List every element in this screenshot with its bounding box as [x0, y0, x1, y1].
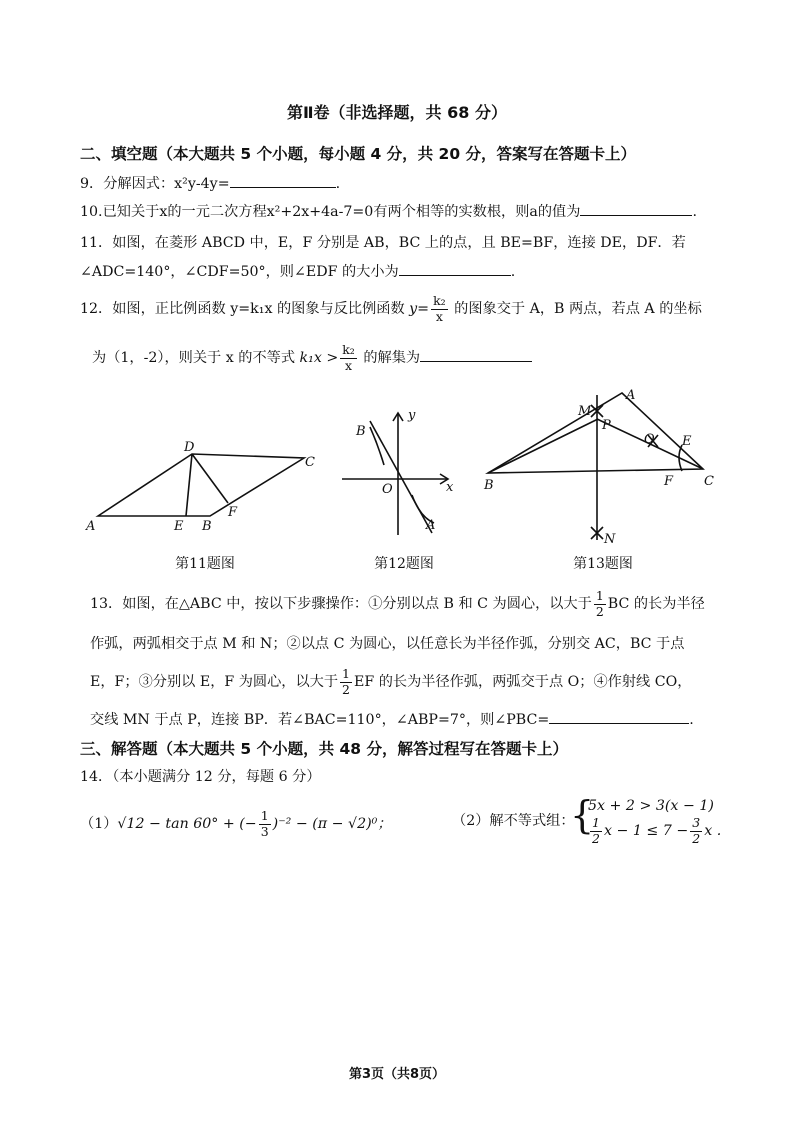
- fraction-three-halves: $\frac{3}{2}$: [692, 815, 701, 846]
- inequality-lhs: k₁x >: [299, 350, 339, 366]
- label-E: E: [682, 434, 692, 449]
- question-13-line3: [90, 668, 691, 696]
- fraction-k2-over-x: $\frac{\text{k₂}}{x}$: [433, 293, 446, 324]
- label-B: B: [484, 478, 494, 493]
- answer-blank: [420, 349, 532, 362]
- label-E: E: [174, 519, 184, 534]
- part-1-label: （1）: [80, 816, 118, 832]
- label-M: M: [578, 404, 592, 419]
- system-inequality-2: [588, 817, 721, 845]
- label-C: C: [305, 455, 315, 470]
- question-13-text-e: 交线 MN 于点 P，连接 BP．若∠BAC=110°，∠ABP=7°，则∠PBC=: [90, 712, 550, 728]
- question-12-text-c: 为（1，-2），则关于 x 的不等式: [92, 350, 296, 366]
- question-11-line2: [80, 261, 515, 281]
- answer-blank: [399, 263, 511, 276]
- fraction-one-half: $\frac{1}{2}$: [342, 666, 350, 697]
- label-A: A: [626, 388, 636, 403]
- label-F: F: [228, 505, 238, 520]
- question-13-line4: [90, 709, 694, 729]
- label-N: N: [604, 532, 616, 547]
- label-A: A: [426, 518, 436, 533]
- system-inequality-1: 5x + 2 > 3(x − 1): [588, 798, 714, 814]
- section-heading-fill-in: 二、填空题（本大题共 5 个小题，每小题 4 分，共 20 分，答案写在答题卡上）: [80, 145, 637, 163]
- figure-13-caption: 第13题图: [573, 556, 633, 572]
- fraction-one-third: $\frac{1}{3}$: [260, 808, 269, 839]
- question-14-part2-label: （2）解不等式组：: [452, 813, 575, 829]
- inequality-2-part-a: x − 1 ≤ 7 −: [603, 823, 689, 839]
- question-12-text-b: 的图象交于 A，B 两点，若点 A 的坐标: [454, 301, 702, 317]
- figure-12-caption: 第12题图: [374, 556, 434, 572]
- question-9: [80, 173, 340, 193]
- figure-11-rhombus: [80, 440, 330, 540]
- part-1-expr-a: √12 − tan 60° + (−: [117, 816, 257, 832]
- figure-13-triangle: [478, 385, 728, 550]
- question-11-line1: 11．如图，在菱形 ABCD 中，E，F 分别是 AB，BC 上的点，且 BE=BF，连接 DE，DF．若: [80, 235, 686, 251]
- inequality-2-part-b: x .: [704, 823, 722, 839]
- question-13-text-a: 13．如图，在△ABC 中，按以下步骤操作：①分别以点 B 和 C 为圆心，以大于: [90, 596, 592, 612]
- question-12-line1: 12．如图，正比例函数 y=k₁x 的图象与反比例函数 y= $\frac{\text{k₂}}{x}$ 的图象交于 A，B 两点，若点 A 的坐标: [80, 293, 702, 324]
- part-1-expr-b: )⁻² − (π − √2)⁰；: [272, 816, 392, 832]
- question-11-text: ∠ADC=140°，∠CDF=50°，则∠EDF 的大小为: [80, 264, 399, 280]
- question-9-end: .: [335, 176, 341, 192]
- question-10-end: .: [692, 204, 697, 220]
- question-12-line2: [92, 344, 532, 372]
- question-13-text-d: EF 的长为半径作弧，两弧交于点 O；④作射线 CO，: [354, 674, 692, 690]
- question-14-part1: [80, 810, 392, 838]
- question-10: [80, 201, 697, 221]
- question-11-end: .: [510, 264, 516, 280]
- fraction-k2-over-x: $\frac{\text{k₂}}{x}$: [342, 342, 355, 373]
- label-O: O: [644, 432, 655, 447]
- question-12-text-d: 的解集为: [363, 350, 421, 366]
- question-13-end: .: [689, 712, 694, 728]
- label-D: D: [184, 440, 195, 455]
- answer-blank: [549, 711, 689, 724]
- label-x: x: [446, 480, 454, 495]
- question-13-text-b: BC 的长为半径: [607, 596, 705, 612]
- label-B: B: [202, 519, 212, 534]
- question-13-text-c: E，F；③分别以 E，F 为圆心，以大于: [90, 674, 339, 690]
- question-13-line2: 作弧，两弧相交于点 M 和 N；②以点 C 为圆心，以任意长为半径作弧，分别交 AC，BC 于点: [90, 636, 685, 652]
- page-footer: 第3页（共8页）: [348, 1067, 446, 1082]
- section-heading-solve: 三、解答题（本大题共 5 个小题，共 48 分，解答过程写在答题卡上）: [80, 740, 568, 758]
- fraction-one-half: $\frac{1}{2}$: [595, 588, 604, 619]
- label-O: O: [382, 482, 393, 497]
- label-y: y: [408, 408, 416, 423]
- system-brace: {: [570, 793, 595, 837]
- label-P: P: [602, 418, 611, 433]
- question-14-intro: 14．（本小题满分 12 分，每题 6 分）: [80, 769, 321, 785]
- page-title: 第Ⅱ卷（非选择题，共 68 分）: [287, 103, 507, 122]
- question-12-text-a: 12．如图，正比例函数 y=k₁x 的图象与反比例函数: [80, 301, 405, 317]
- label-A: A: [86, 519, 96, 534]
- figure-12-graph: [338, 405, 468, 545]
- question-13-line1: [90, 590, 705, 618]
- question-10-text: 10.已知关于x的一元二次方程x²+2x+4a-7=0有两个相等的实数根，则a的值为: [80, 204, 581, 220]
- fraction-one-half: $\frac{1}{2}$: [592, 815, 600, 846]
- label-C: C: [704, 474, 714, 489]
- label-B: B: [356, 424, 366, 439]
- label-F: F: [664, 474, 674, 489]
- answer-blank: [580, 203, 692, 216]
- figure-11-caption: 第11题图: [175, 556, 235, 572]
- question-9-text: 9．分解因式：x²y-4y=: [80, 176, 230, 192]
- answer-blank: [230, 175, 336, 188]
